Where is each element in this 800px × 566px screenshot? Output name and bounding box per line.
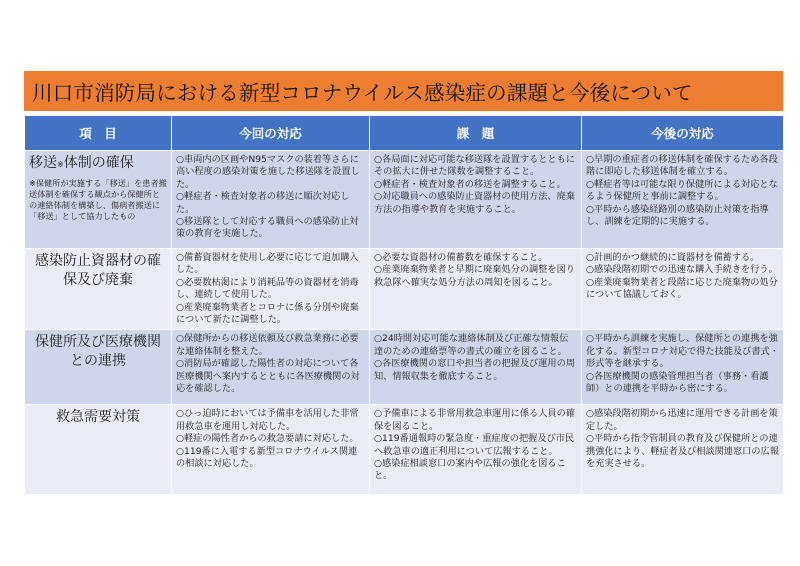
list-item: ○各医療機関の窓口や担当者の把握及び運用の周知、情報収集を徹底すること。 <box>374 358 575 382</box>
item-title: 救急需要対策 <box>56 409 140 426</box>
list-item: ○ひっ迫時においては予備車を活用した非常用救急車を運用し対応した。 <box>176 408 359 432</box>
item-cell <box>25 151 172 249</box>
header-future-response: 今後の対応 <box>582 116 784 151</box>
list-item: ○軽症者・検査対象者の移送に順次対応した。 <box>176 191 350 215</box>
list-item: ○必要数枯渇により消耗品等の資器材を消毒し、連続して使用した。 <box>176 276 359 301</box>
list-item: ○軽症者・検査対象者の移送を調整すること。 <box>374 178 566 190</box>
list-item: ○予備車による非常用救急車運用に係る人員の確保を図ること。 <box>374 408 575 432</box>
list-item: ○平時から訓練を実施し、保健所との連携を強化する。新型コロナ対応で得た技能及び書式・形式等を継承する。 <box>586 333 779 370</box>
list-item: ○計画的かつ継続的に資器材を備蓄する。 <box>586 252 760 263</box>
current-response-cell <box>172 405 370 495</box>
list-item: ○各局面に対応可能な移送隊を設置するとともにその拡大に併せた隊数を調整すること。 <box>374 154 575 178</box>
list-item: ○必要な資器材の備蓄数を確保すること。 <box>374 252 548 263</box>
list-item: ○移送隊として対応する職員への感染防止対策の教育を実施した。 <box>176 216 359 240</box>
list-item: ○感染段階初期から迅速に運用できる計画を策定した。 <box>586 408 778 432</box>
item-cell <box>25 249 172 330</box>
list-item: ○消防局が確認した陽性者の対応について各医療機関へ案内するとともに各医療機関の対応を確認した。 <box>176 358 360 395</box>
future-response-cell <box>582 330 784 405</box>
current-response-cell <box>172 151 370 249</box>
list-item: ○感染段階初期での迅速な購入手続きを行う。 <box>586 264 778 276</box>
list-item: ○平時から感染経路別の感染防止対策を指導し、訓練を定期的に実施する。 <box>586 203 769 228</box>
issues-cell <box>370 330 582 405</box>
list-item: ○対応職員への感染防止資器材の使用方法、廃棄方法の指導や教育を実施すること。 <box>374 191 575 215</box>
header-issues: 課 題 <box>370 116 582 151</box>
list-item: ○産業廃棄物業者と早期に廃棄処分の調整を図り救急隊へ確実な処分方法の周知を図ること。 <box>374 264 575 288</box>
list-item: ○平時から指令管制員の教育及び保健所との連携強化により、軽症者及び相談関連窓口の広報を充実させる。 <box>586 433 779 470</box>
item-title: 移送※体制の確保 <box>29 155 134 171</box>
table-header-row <box>25 116 784 151</box>
item-note: ※保健所が実施する「移送」を患者搬送体制を確保する観点から保健所との連絡体制を構築し、傷病者搬送に「移送」として協力したもの <box>29 178 167 221</box>
item-cell <box>25 405 172 495</box>
header-current-response: 今回の対応 <box>172 116 370 151</box>
table-row <box>25 405 784 495</box>
list-item: ○早期の重症者の移送体制を確保するため各段階に即応した移送体制を確立する。 <box>586 154 778 178</box>
list-item: ○備蓄資器材を使用し必要に応じて追加購入した。 <box>176 252 359 276</box>
item-cell <box>25 330 172 405</box>
table-row <box>25 330 784 405</box>
issues-table <box>24 115 784 495</box>
current-response-cell <box>172 330 370 405</box>
future-response-cell <box>582 249 784 330</box>
item-title: 保健所及び医療機関との連携 <box>35 334 161 370</box>
list-item: ○119番に入電する新型コロナウイルス関連の相談に対応した。 <box>176 445 358 470</box>
list-item: ○車両内の区画やN95マスクの装着等さらに高い程度の感染対策を施した移送隊を設置した。 <box>176 154 360 190</box>
future-response-cell <box>582 405 784 495</box>
list-item: ○産業廃棄物業者と段階に応じた廃棄物の処分について協議しておく。 <box>586 276 778 301</box>
table-row <box>25 249 784 330</box>
list-item: ○軽症者等は可能な限り保健所による対応となるよう保健所と事前に調整する。 <box>586 178 778 203</box>
issues-cell <box>370 249 582 330</box>
list-item: ○各医療機関の感染管理担当者（事務・看護師）との連携を平時から密にする。 <box>586 370 769 395</box>
item-title: 感染防止資器材の確保及び廃棄 <box>35 253 161 288</box>
table-row <box>25 151 784 249</box>
issues-cell <box>370 151 582 249</box>
list-item: ○保健所からの移送依頼及び救急業務に必要な連絡体制を整えた。 <box>176 333 359 357</box>
current-response-cell <box>172 249 370 330</box>
list-item: ○産業廃棄物業者とコロナに係る分別や廃棄について新たに調整した。 <box>176 301 359 326</box>
list-item: ○感染症相談窓口の案内や広報の強化を図ること。 <box>374 458 566 482</box>
issues-cell <box>370 405 582 495</box>
header-item: 項 目 <box>25 116 172 151</box>
future-response-cell <box>582 151 784 249</box>
list-item: ○119番通報時の緊急度・重症度の把握及び市民へ救急車の適正利用について広報すること。 <box>374 433 575 457</box>
list-item: ○24時間対応可能な連絡体制及び正確な情報伝達のための連絡票等の書式の確立を図ること。 <box>374 333 569 357</box>
page-title: 川口市消防局における新型コロナウイルス感染症の課題と今後について <box>24 71 783 111</box>
list-item: ○軽症の陽性者からの救急要請に対応した。 <box>176 433 359 445</box>
